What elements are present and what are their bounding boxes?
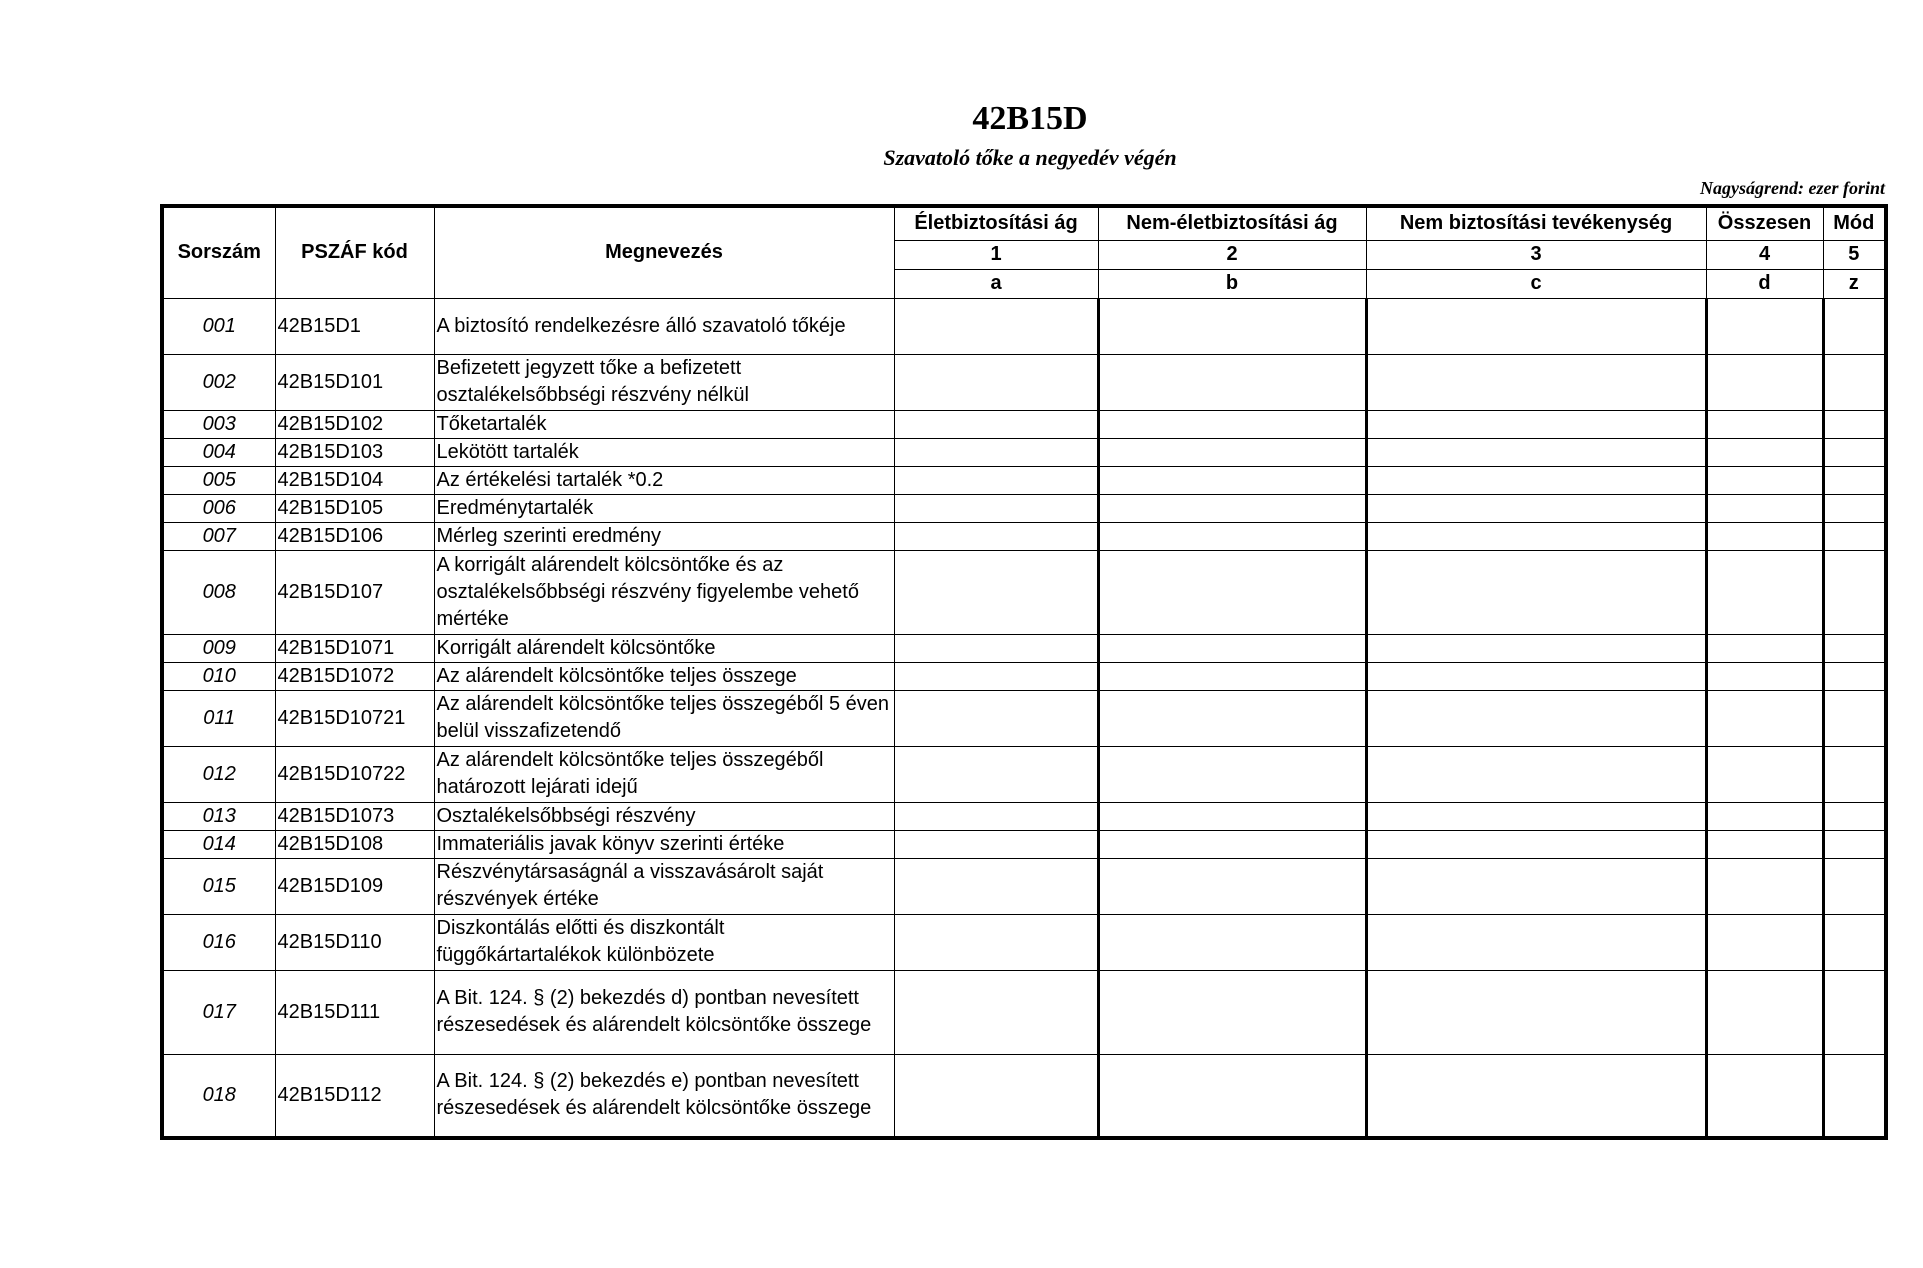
header-col-2: Nem-életbiztosítási ág [1098, 206, 1366, 240]
row-index: 016 [162, 914, 275, 970]
header-megnevezes: Megnevezés [434, 206, 894, 298]
value-cell-a[interactable] [894, 494, 1098, 522]
value-cell-z[interactable] [1823, 746, 1886, 802]
table-row [162, 858, 1886, 914]
value-cell-z[interactable] [1823, 354, 1886, 410]
value-cell-a[interactable] [894, 746, 1098, 802]
value-cell-a[interactable] [894, 858, 1098, 914]
header-kod: PSZÁF kód [275, 206, 434, 298]
row-name: A biztosító rendelkezésre álló szavatoló tőkéje [434, 298, 894, 354]
value-cell-z[interactable] [1823, 494, 1886, 522]
value-cell-a[interactable] [894, 970, 1098, 1054]
row-code: 42B15D1073 [275, 802, 434, 830]
value-cell-b[interactable] [1098, 298, 1366, 354]
row-index: 018 [162, 1054, 275, 1138]
value-cell-b[interactable] [1098, 466, 1366, 494]
value-cell-b[interactable] [1098, 746, 1366, 802]
value-cell-c[interactable] [1366, 634, 1706, 662]
row-index: 003 [162, 410, 275, 438]
row-name: Korrigált alárendelt kölcsöntőke [434, 634, 894, 662]
header-num-3: 3 [1366, 240, 1706, 269]
table-row [162, 746, 1886, 802]
value-cell-c[interactable] [1366, 466, 1706, 494]
value-cell-c[interactable] [1366, 802, 1706, 830]
value-cell-a[interactable] [894, 298, 1098, 354]
value-cell-b[interactable] [1098, 802, 1366, 830]
header-num-4: 4 [1706, 240, 1823, 269]
value-cell-c[interactable] [1366, 550, 1706, 634]
table-row [162, 354, 1886, 410]
row-index: 011 [162, 690, 275, 746]
value-cell-z[interactable] [1823, 914, 1886, 970]
row-code: 42B15D10722 [275, 746, 434, 802]
row-index: 005 [162, 466, 275, 494]
row-index: 015 [162, 858, 275, 914]
row-name: Tőketartalék [434, 410, 894, 438]
value-cell-c[interactable] [1366, 830, 1706, 858]
row-name: Az alárendelt kölcsöntőke teljes összege [434, 662, 894, 690]
row-name: Az értékelési tartalék *0.2 [434, 466, 894, 494]
value-cell-c[interactable] [1366, 690, 1706, 746]
value-cell-b[interactable] [1098, 634, 1366, 662]
row-code: 42B15D1 [275, 298, 434, 354]
value-cell-b[interactable] [1098, 354, 1366, 410]
value-cell-z[interactable] [1823, 858, 1886, 914]
row-name: Immateriális javak könyv szerinti értéke [434, 830, 894, 858]
value-cell-a[interactable] [894, 410, 1098, 438]
value-cell-z[interactable] [1823, 802, 1886, 830]
value-cell-c[interactable] [1366, 1054, 1706, 1138]
value-cell-c[interactable] [1366, 970, 1706, 1054]
value-cell-d[interactable] [1706, 466, 1823, 494]
value-cell-c[interactable] [1366, 298, 1706, 354]
header-num-2: 2 [1098, 240, 1366, 269]
row-code: 42B15D111 [275, 970, 434, 1054]
header-col-1: Életbiztosítási ág [894, 206, 1098, 240]
row-code: 42B15D1072 [275, 662, 434, 690]
row-index: 002 [162, 354, 275, 410]
row-index: 014 [162, 830, 275, 858]
value-cell-z[interactable] [1823, 830, 1886, 858]
table-row [162, 802, 1886, 830]
value-cell-b[interactable] [1098, 662, 1366, 690]
row-index: 001 [162, 298, 275, 354]
table-row [162, 1054, 1886, 1138]
header-letter-d: d [1706, 269, 1823, 298]
value-cell-d[interactable] [1706, 746, 1823, 802]
value-cell-z[interactable] [1823, 662, 1886, 690]
value-cell-b[interactable] [1098, 438, 1366, 466]
value-cell-d[interactable] [1706, 494, 1823, 522]
table-row [162, 298, 1886, 354]
capital-table [160, 204, 1888, 1140]
value-cell-d[interactable] [1706, 522, 1823, 550]
row-name: A korrigált alárendelt kölcsöntőke és az osztalékelsőbbségi részvény figyelembe vehető mértéke [434, 550, 894, 634]
report-code-title: 42B15D [972, 100, 1088, 137]
value-cell-d[interactable] [1706, 1054, 1823, 1138]
value-cell-b[interactable] [1098, 550, 1366, 634]
row-code: 42B15D1071 [275, 634, 434, 662]
value-cell-d[interactable] [1706, 858, 1823, 914]
value-cell-z[interactable] [1823, 634, 1886, 662]
table-row [162, 494, 1886, 522]
value-cell-a[interactable] [894, 802, 1098, 830]
value-cell-b[interactable] [1098, 830, 1366, 858]
value-cell-d[interactable] [1706, 662, 1823, 690]
table-row [162, 914, 1886, 970]
value-cell-c[interactable] [1366, 438, 1706, 466]
row-name: A Bit. 124. § (2) bekezdés e) pontban nevesített részesedések és alárendelt kölcsöntőke összege [434, 1054, 894, 1138]
value-cell-d[interactable] [1706, 550, 1823, 634]
row-index: 017 [162, 970, 275, 1054]
value-cell-c[interactable] [1366, 858, 1706, 914]
value-cell-z[interactable] [1823, 522, 1886, 550]
row-code: 42B15D109 [275, 858, 434, 914]
table-row [162, 690, 1886, 746]
row-index: 013 [162, 802, 275, 830]
table-row [162, 550, 1886, 634]
header-sorszam: Sorszám [162, 206, 275, 298]
row-name: Osztalékelsőbbségi részvény [434, 802, 894, 830]
row-code: 42B15D110 [275, 914, 434, 970]
row-index: 009 [162, 634, 275, 662]
table-row [162, 634, 1886, 662]
value-cell-c[interactable] [1366, 354, 1706, 410]
value-cell-c[interactable] [1366, 494, 1706, 522]
value-cell-z[interactable] [1823, 298, 1886, 354]
row-name: Mérleg szerinti eredmény [434, 522, 894, 550]
value-cell-z[interactable] [1823, 970, 1886, 1054]
unit-note: Nagyságrend: ezer forint [1700, 178, 1885, 198]
value-cell-d[interactable] [1706, 970, 1823, 1054]
report-subtitle: Szavatoló tőke a negyedév végén [883, 145, 1177, 170]
value-cell-b[interactable] [1098, 410, 1366, 438]
value-cell-z[interactable] [1823, 1054, 1886, 1138]
value-cell-b[interactable] [1098, 522, 1366, 550]
value-cell-z[interactable] [1823, 410, 1886, 438]
value-cell-a[interactable] [894, 354, 1098, 410]
row-index: 007 [162, 522, 275, 550]
value-cell-d[interactable] [1706, 914, 1823, 970]
row-name: Az alárendelt kölcsöntőke teljes összegéből 5 éven belül visszafizetendő [434, 690, 894, 746]
row-name: Az alárendelt kölcsöntőke teljes összegéből határozott lejárati idejű [434, 746, 894, 802]
value-cell-c[interactable] [1366, 746, 1706, 802]
value-cell-b[interactable] [1098, 858, 1366, 914]
row-name: Lekötött tartalék [434, 438, 894, 466]
row-index: 004 [162, 438, 275, 466]
header-letter-c: c [1366, 269, 1706, 298]
row-index: 012 [162, 746, 275, 802]
value-cell-a[interactable] [894, 1054, 1098, 1138]
value-cell-a[interactable] [894, 438, 1098, 466]
table-row [162, 438, 1886, 466]
table-row [162, 830, 1886, 858]
value-cell-a[interactable] [894, 634, 1098, 662]
value-cell-a[interactable] [894, 662, 1098, 690]
value-cell-d[interactable] [1706, 802, 1823, 830]
value-cell-d[interactable] [1706, 634, 1823, 662]
row-code: 42B15D10721 [275, 690, 434, 746]
table-body [162, 298, 1886, 1138]
value-cell-c[interactable] [1366, 410, 1706, 438]
row-name: A Bit. 124. § (2) bekezdés d) pontban nevesített részesedések és alárendelt kölcsöntőke összege [434, 970, 894, 1054]
value-cell-b[interactable] [1098, 494, 1366, 522]
row-code: 42B15D101 [275, 354, 434, 410]
value-cell-c[interactable] [1366, 522, 1706, 550]
value-cell-d[interactable] [1706, 690, 1823, 746]
value-cell-a[interactable] [894, 914, 1098, 970]
table-row [162, 410, 1886, 438]
value-cell-d[interactable] [1706, 438, 1823, 466]
row-code: 42B15D102 [275, 410, 434, 438]
value-cell-z[interactable] [1823, 690, 1886, 746]
row-name: Részvénytársaságnál a visszavásárolt saját részvények értéke [434, 858, 894, 914]
value-cell-c[interactable] [1366, 662, 1706, 690]
value-cell-z[interactable] [1823, 438, 1886, 466]
row-name: Befizetett jegyzett tőke a befizetett osztalékelsőbbségi részvény nélkül [434, 354, 894, 410]
value-cell-d[interactable] [1706, 298, 1823, 354]
row-index: 008 [162, 550, 275, 634]
table-row [162, 522, 1886, 550]
value-cell-c[interactable] [1366, 914, 1706, 970]
header-col-3: Nem biztosítási tevékenység [1366, 206, 1706, 240]
header-num-1: 1 [894, 240, 1098, 269]
header-letter-b: b [1098, 269, 1366, 298]
header-letter-z: z [1823, 269, 1886, 298]
row-index: 010 [162, 662, 275, 690]
row-name: Eredménytartalék [434, 494, 894, 522]
value-cell-a[interactable] [894, 522, 1098, 550]
value-cell-z[interactable] [1823, 550, 1886, 634]
header-num-5: 5 [1823, 240, 1886, 269]
value-cell-b[interactable] [1098, 970, 1366, 1054]
row-code: 42B15D108 [275, 830, 434, 858]
value-cell-a[interactable] [894, 830, 1098, 858]
row-code: 42B15D105 [275, 494, 434, 522]
row-code: 42B15D106 [275, 522, 434, 550]
value-cell-b[interactable] [1098, 690, 1366, 746]
value-cell-a[interactable] [894, 690, 1098, 746]
value-cell-b[interactable] [1098, 914, 1366, 970]
header-col-5: Mód [1823, 206, 1886, 240]
row-code: 42B15D107 [275, 550, 434, 634]
row-name: Diszkontálás előtti és diszkontált függőkártartalékok különbözete [434, 914, 894, 970]
header-col-4: Összesen [1706, 206, 1823, 240]
value-cell-d[interactable] [1706, 354, 1823, 410]
value-cell-d[interactable] [1706, 410, 1823, 438]
value-cell-d[interactable] [1706, 830, 1823, 858]
header-letter-a: a [894, 269, 1098, 298]
value-cell-a[interactable] [894, 466, 1098, 494]
row-index: 006 [162, 494, 275, 522]
table-row [162, 466, 1886, 494]
table-row [162, 662, 1886, 690]
value-cell-b[interactable] [1098, 1054, 1366, 1138]
row-code: 42B15D104 [275, 466, 434, 494]
row-code: 42B15D103 [275, 438, 434, 466]
value-cell-z[interactable] [1823, 466, 1886, 494]
table-row [162, 970, 1886, 1054]
value-cell-a[interactable] [894, 550, 1098, 634]
row-code: 42B15D112 [275, 1054, 434, 1138]
